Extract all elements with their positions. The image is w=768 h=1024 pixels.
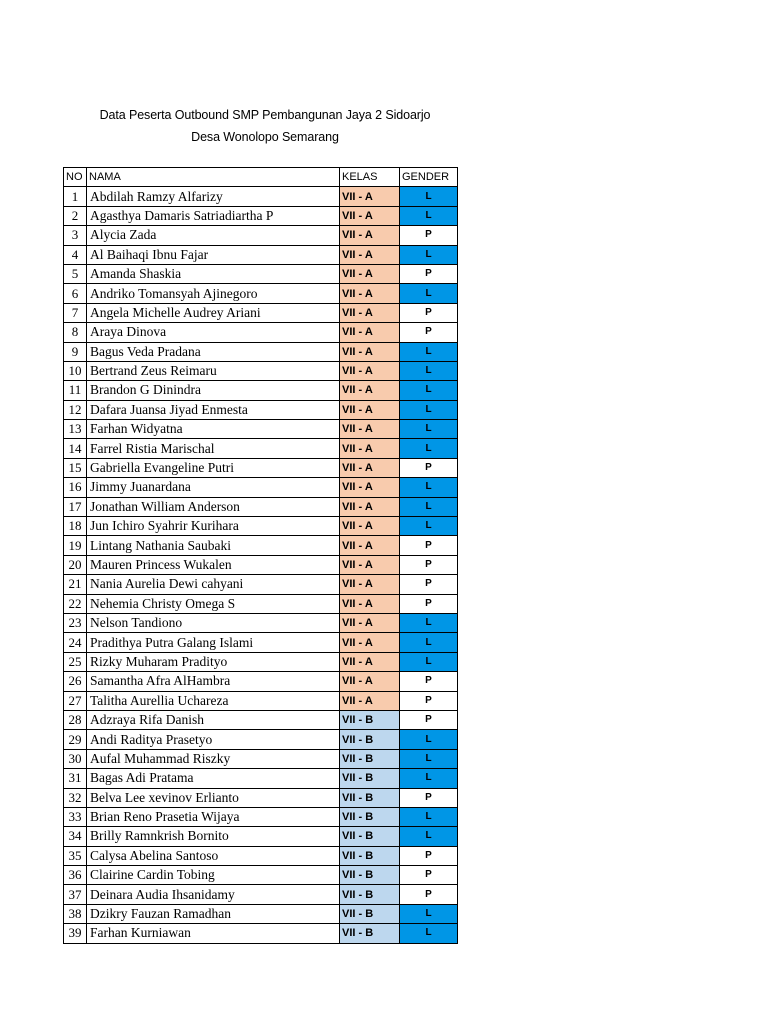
row-kelas: VII - A — [340, 245, 400, 264]
table-row — [64, 613, 458, 632]
row-no: 3 — [64, 226, 87, 245]
table-row — [64, 633, 458, 652]
row-nama: Araya Dinova — [87, 323, 340, 342]
row-kelas: VII - A — [340, 458, 400, 477]
table-row — [64, 303, 458, 322]
row-no: 31 — [64, 769, 87, 788]
row-nama: Agasthya Damaris Satriadiartha P — [87, 206, 340, 225]
header-kelas: KELAS — [340, 168, 400, 187]
row-nama: Brian Reno Prasetia Wijaya — [87, 807, 340, 826]
table-row — [64, 749, 458, 768]
table-row — [64, 866, 458, 885]
table-row — [64, 846, 458, 865]
row-kelas: VII - A — [340, 652, 400, 671]
row-kelas: VII - A — [340, 613, 400, 632]
table-row — [64, 439, 458, 458]
row-gender: L — [400, 245, 458, 264]
row-no: 10 — [64, 361, 87, 380]
row-kelas: VII - A — [340, 226, 400, 245]
header-no: NO — [64, 168, 87, 187]
row-gender: P — [400, 303, 458, 322]
row-gender: L — [400, 517, 458, 536]
row-nama: Nania Aurelia Dewi cahyani — [87, 575, 340, 594]
row-nama: Deinara Audia Ihsanidamy — [87, 885, 340, 904]
row-no: 1 — [64, 187, 87, 206]
table-row — [64, 517, 458, 536]
row-nama: Dzikry Fauzan Ramadhan — [87, 904, 340, 923]
table-row — [64, 575, 458, 594]
row-gender: L — [400, 342, 458, 361]
row-nama: Belva Lee xevinov Erlianto — [87, 788, 340, 807]
row-no: 37 — [64, 885, 87, 904]
row-kelas: VII - A — [340, 381, 400, 400]
row-gender: L — [400, 381, 458, 400]
row-kelas: VII - A — [340, 478, 400, 497]
row-no: 22 — [64, 594, 87, 613]
row-kelas: VII - B — [340, 710, 400, 729]
row-no: 29 — [64, 730, 87, 749]
table-row — [64, 710, 458, 729]
row-gender: P — [400, 226, 458, 245]
row-nama: Nehemia Christy Omega S — [87, 594, 340, 613]
header-gender: GENDER — [400, 168, 458, 187]
row-no: 16 — [64, 478, 87, 497]
row-nama: Al Baihaqi Ibnu Fajar — [87, 245, 340, 264]
row-no: 28 — [64, 710, 87, 729]
row-kelas: VII - A — [340, 536, 400, 555]
row-nama: Pradithya Putra Galang Islami — [87, 633, 340, 652]
row-gender: P — [400, 575, 458, 594]
table-row — [64, 827, 458, 846]
row-nama: Bagas Adi Pratama — [87, 769, 340, 788]
table-row — [64, 381, 458, 400]
row-kelas: VII - A — [340, 400, 400, 419]
table-row — [64, 478, 458, 497]
row-gender: L — [400, 497, 458, 516]
row-nama: Bagus Veda Pradana — [87, 342, 340, 361]
table-row — [64, 904, 458, 923]
row-no: 34 — [64, 827, 87, 846]
row-kelas: VII - B — [340, 846, 400, 865]
row-no: 14 — [64, 439, 87, 458]
row-nama: Brilly Ramnkrish Bornito — [87, 827, 340, 846]
row-gender: P — [400, 885, 458, 904]
row-kelas: VII - A — [340, 342, 400, 361]
row-gender: L — [400, 827, 458, 846]
row-nama: Samantha Afra AlHambra — [87, 672, 340, 691]
row-kelas: VII - A — [340, 323, 400, 342]
row-gender: P — [400, 710, 458, 729]
row-kelas: VII - A — [340, 575, 400, 594]
row-nama: Lintang Nathania Saubaki — [87, 536, 340, 555]
row-gender: L — [400, 478, 458, 497]
row-gender: P — [400, 672, 458, 691]
row-no: 26 — [64, 672, 87, 691]
row-kelas: VII - A — [340, 517, 400, 536]
row-kelas: VII - A — [340, 187, 400, 206]
row-nama: Amanda Shaskia — [87, 264, 340, 283]
row-kelas: VII - A — [340, 361, 400, 380]
row-gender: P — [400, 264, 458, 283]
row-kelas: VII - B — [340, 769, 400, 788]
row-no: 27 — [64, 691, 87, 710]
row-nama: Angela Michelle Audrey Ariani — [87, 303, 340, 322]
row-nama: Andi Raditya Prasetyo — [87, 730, 340, 749]
row-gender: L — [400, 807, 458, 826]
row-gender: L — [400, 284, 458, 303]
table-row — [64, 807, 458, 826]
row-kelas: VII - B — [340, 749, 400, 768]
row-kelas: VII - A — [340, 633, 400, 652]
row-nama: Mauren Princess Wukalen — [87, 555, 340, 574]
row-kelas: VII - A — [340, 555, 400, 574]
table-row — [64, 885, 458, 904]
row-gender: P — [400, 555, 458, 574]
row-kelas: VII - B — [340, 788, 400, 807]
table-row — [64, 769, 458, 788]
row-gender: L — [400, 769, 458, 788]
row-nama: Farhan Kurniawan — [87, 924, 340, 943]
row-gender: P — [400, 866, 458, 885]
row-gender: L — [400, 633, 458, 652]
row-gender: L — [400, 187, 458, 206]
row-kelas: VII - B — [340, 730, 400, 749]
header-row — [64, 168, 458, 187]
row-no: 30 — [64, 749, 87, 768]
row-no: 7 — [64, 303, 87, 322]
row-nama: Rizky Muharam Pradityo — [87, 652, 340, 671]
table-row — [64, 458, 458, 477]
row-no: 4 — [64, 245, 87, 264]
row-nama: Nelson Tandiono — [87, 613, 340, 632]
participant-table — [63, 167, 458, 944]
row-kelas: VII - A — [340, 594, 400, 613]
row-kelas: VII - A — [340, 672, 400, 691]
row-nama: Aufal Muhammad Riszky — [87, 749, 340, 768]
row-gender: P — [400, 691, 458, 710]
row-gender: P — [400, 594, 458, 613]
table-row — [64, 226, 458, 245]
table-row — [64, 323, 458, 342]
table-row — [64, 691, 458, 710]
row-kelas: VII - A — [340, 497, 400, 516]
row-no: 20 — [64, 555, 87, 574]
table-row — [64, 284, 458, 303]
row-nama: Alycia Zada — [87, 226, 340, 245]
row-no: 33 — [64, 807, 87, 826]
row-no: 39 — [64, 924, 87, 943]
row-nama: Abdilah Ramzy Alfarizy — [87, 187, 340, 206]
row-gender: P — [400, 788, 458, 807]
table-row — [64, 361, 458, 380]
row-gender: L — [400, 730, 458, 749]
row-kelas: VII - A — [340, 439, 400, 458]
row-kelas: VII - B — [340, 904, 400, 923]
row-gender: L — [400, 652, 458, 671]
table-row — [64, 187, 458, 206]
row-no: 6 — [64, 284, 87, 303]
row-kelas: VII - A — [340, 420, 400, 439]
row-nama: Jun Ichiro Syahrir Kurihara — [87, 517, 340, 536]
row-gender: L — [400, 361, 458, 380]
row-kelas: VII - B — [340, 885, 400, 904]
row-kelas: VII - A — [340, 303, 400, 322]
table-row — [64, 924, 458, 943]
row-nama: Jonathan William Anderson — [87, 497, 340, 516]
document-title: Data Peserta Outbound SMP Pembangunan Jaya 2 Sidoarjo — [99, 108, 431, 122]
table-row — [64, 594, 458, 613]
row-kelas: VII - A — [340, 206, 400, 225]
row-nama: Bertrand Zeus Reimaru — [87, 361, 340, 380]
row-gender: L — [400, 400, 458, 419]
document-subtitle: Desa Wonolopo Semarang — [191, 130, 339, 144]
row-no: 17 — [64, 497, 87, 516]
row-no: 11 — [64, 381, 87, 400]
row-gender: P — [400, 323, 458, 342]
row-gender: P — [400, 458, 458, 477]
row-kelas: VII - A — [340, 264, 400, 283]
row-gender: L — [400, 749, 458, 768]
row-nama: Calysa Abelina Santoso — [87, 846, 340, 865]
row-kelas: VII - A — [340, 691, 400, 710]
row-nama: Gabriella Evangeline Putri — [87, 458, 340, 477]
row-gender: L — [400, 613, 458, 632]
table-row — [64, 672, 458, 691]
table-row — [64, 420, 458, 439]
row-kelas: VII - A — [340, 284, 400, 303]
table-row — [64, 206, 458, 225]
row-no: 15 — [64, 458, 87, 477]
row-gender: L — [400, 439, 458, 458]
row-nama: Farrel Ristia Marischal — [87, 439, 340, 458]
table-body — [64, 187, 458, 943]
table-row — [64, 536, 458, 555]
row-kelas: VII - B — [340, 827, 400, 846]
row-kelas: VII - B — [340, 807, 400, 826]
row-gender: L — [400, 420, 458, 439]
header-nama: NAMA — [87, 168, 340, 187]
row-nama: Clairine Cardin Tobing — [87, 866, 340, 885]
row-no: 2 — [64, 206, 87, 225]
row-nama: Talitha Aurellia Uchareza — [87, 691, 340, 710]
row-no: 24 — [64, 633, 87, 652]
row-no: 12 — [64, 400, 87, 419]
row-gender: L — [400, 206, 458, 225]
row-no: 36 — [64, 866, 87, 885]
table-row — [64, 264, 458, 283]
row-nama: Adzraya Rifa Danish — [87, 710, 340, 729]
table-row — [64, 245, 458, 264]
row-no: 9 — [64, 342, 87, 361]
row-nama: Dafara Juansa Jiyad Enmesta — [87, 400, 340, 419]
table-row — [64, 497, 458, 516]
row-gender: L — [400, 904, 458, 923]
row-no: 5 — [64, 264, 87, 283]
row-no: 38 — [64, 904, 87, 923]
row-no: 21 — [64, 575, 87, 594]
row-nama: Andriko Tomansyah Ajinegoro — [87, 284, 340, 303]
row-no: 19 — [64, 536, 87, 555]
table-row — [64, 400, 458, 419]
row-no: 18 — [64, 517, 87, 536]
row-no: 32 — [64, 788, 87, 807]
row-gender: L — [400, 924, 458, 943]
row-nama: Brandon G Dinindra — [87, 381, 340, 400]
table-row — [64, 342, 458, 361]
row-nama: Farhan Widyatna — [87, 420, 340, 439]
table-row — [64, 788, 458, 807]
row-kelas: VII - B — [340, 924, 400, 943]
row-gender: P — [400, 846, 458, 865]
row-no: 23 — [64, 613, 87, 632]
table-row — [64, 555, 458, 574]
row-gender: P — [400, 536, 458, 555]
row-no: 35 — [64, 846, 87, 865]
row-no: 25 — [64, 652, 87, 671]
row-no: 13 — [64, 420, 87, 439]
table-row — [64, 652, 458, 671]
row-no: 8 — [64, 323, 87, 342]
row-nama: Jimmy Juanardana — [87, 478, 340, 497]
table-row — [64, 730, 458, 749]
row-kelas: VII - B — [340, 866, 400, 885]
